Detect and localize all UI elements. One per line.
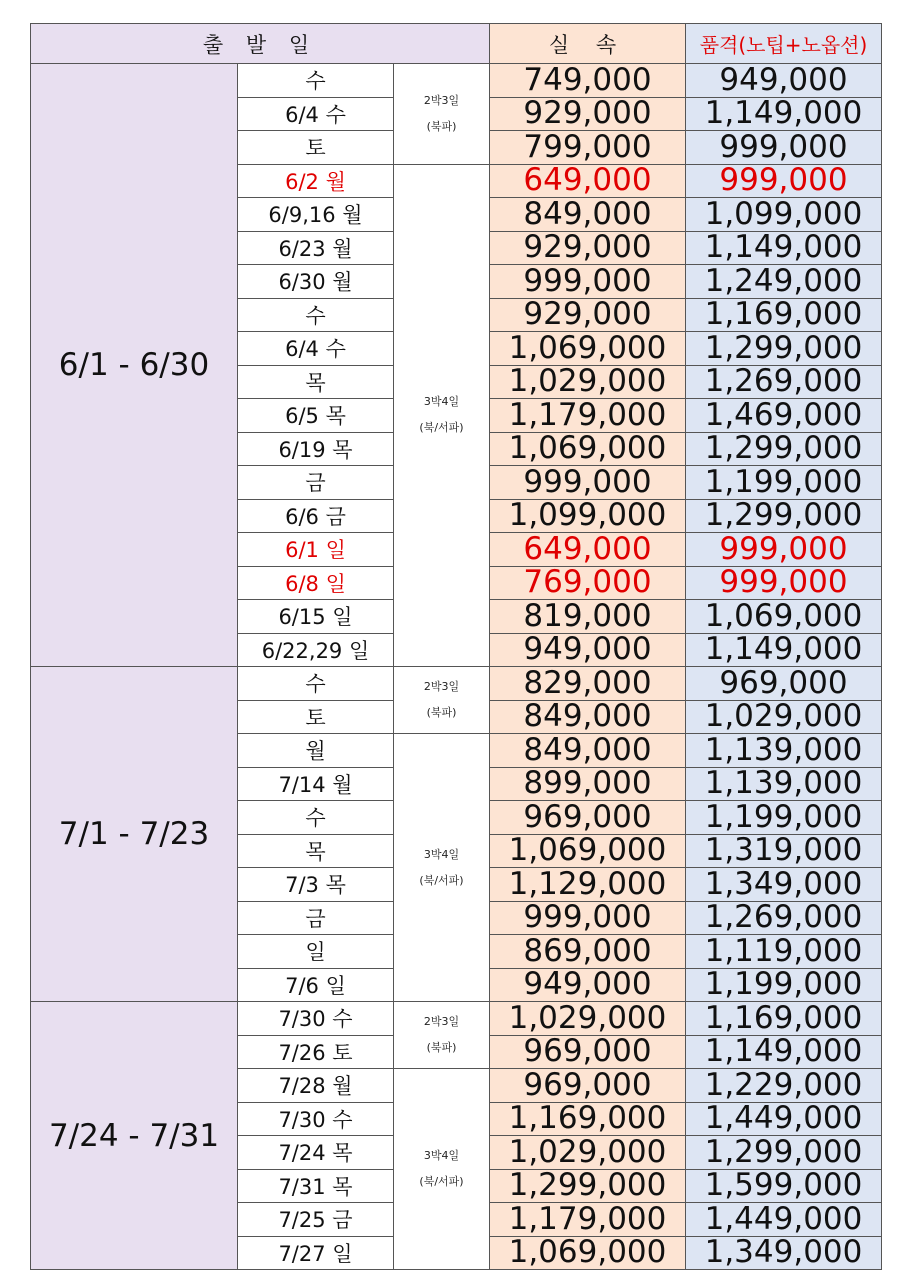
departure-date-cell: 7/6 일 (238, 968, 394, 1002)
departure-date-cell: 7/30 수 (238, 1102, 394, 1136)
departure-date-cell: 6/9,16 월 (238, 198, 394, 232)
departure-date-cell: 월 (238, 734, 394, 768)
departure-date-cell: 금 (238, 466, 394, 500)
trip-nights: 3박4일 (423, 847, 460, 861)
actual-price-cell: 969,000 (490, 1035, 686, 1069)
departure-date-cell: 7/25 금 (238, 1203, 394, 1237)
premium-price-cell: 1,269,000 (686, 901, 882, 935)
departure-date-cell: 6/2 월 (238, 164, 394, 198)
departure-date-cell: 6/1 일 (238, 533, 394, 567)
trip-route: (북/서파) (419, 873, 464, 887)
departure-date-cell: 6/23 월 (238, 231, 394, 265)
departure-date-cell: 목 (238, 365, 394, 399)
premium-price-cell: 1,199,000 (686, 466, 882, 500)
actual-price-cell: 1,029,000 (490, 1136, 686, 1170)
departure-date-cell: 금 (238, 901, 394, 935)
actual-price-cell: 969,000 (490, 1069, 686, 1103)
trip-nights: 3박4일 (423, 1149, 460, 1162)
actual-price-cell: 929,000 (490, 97, 686, 131)
premium-price-cell: 1,299,000 (686, 432, 882, 466)
header-row (31, 24, 882, 64)
period-cell: 6/1 - 6/30 (31, 64, 238, 667)
actual-price-cell: 1,069,000 (490, 834, 686, 868)
premium-price-cell: 1,149,000 (686, 633, 882, 667)
departure-date-cell: 7/26 토 (238, 1035, 394, 1069)
departure-date-cell: 7/14 월 (238, 767, 394, 801)
trip-route: (북파) (426, 1041, 457, 1054)
departure-date-cell: 7/28 월 (238, 1069, 394, 1103)
premium-price-cell: 1,449,000 (686, 1203, 882, 1237)
actual-price-cell: 749,000 (490, 64, 686, 98)
departure-date-cell: 수 (238, 64, 394, 98)
departure-date-cell: 6/4 수 (238, 97, 394, 131)
trip-route: (북파) (426, 706, 457, 719)
departure-date-cell: 6/19 목 (238, 432, 394, 466)
departure-date-cell: 6/4 수 (238, 332, 394, 366)
departure-date-cell: 목 (238, 834, 394, 868)
departure-date-cell: 7/27 일 (238, 1236, 394, 1270)
actual-price-cell: 999,000 (490, 901, 686, 935)
trip-length-cell (394, 1002, 490, 1069)
header-departure: 출 발 일 (31, 24, 490, 64)
departure-date-cell: 수 (238, 667, 394, 701)
table-row (31, 667, 882, 701)
period-cell: 7/24 - 7/31 (31, 1002, 238, 1270)
premium-price-cell: 1,299,000 (686, 1136, 882, 1170)
actual-price-cell: 1,169,000 (490, 1102, 686, 1136)
premium-price-cell: 1,319,000 (686, 834, 882, 868)
actual-price-cell: 1,069,000 (490, 432, 686, 466)
trip-route: (북파) (426, 119, 457, 133)
departure-date-cell: 수 (238, 801, 394, 835)
premium-price-cell: 1,069,000 (686, 600, 882, 634)
premium-price-cell: 1,169,000 (686, 1002, 882, 1036)
premium-price-cell: 1,249,000 (686, 265, 882, 299)
premium-price-cell: 1,299,000 (686, 499, 882, 533)
actual-price-cell: 1,029,000 (490, 1002, 686, 1036)
actual-price-cell: 1,069,000 (490, 332, 686, 366)
trip-nights: 2박3일 (423, 680, 460, 693)
premium-price-cell: 1,149,000 (686, 231, 882, 265)
trip-length-cell (394, 1069, 490, 1270)
premium-price-cell: 1,149,000 (686, 97, 882, 131)
premium-price-cell: 1,349,000 (686, 868, 882, 902)
actual-price-cell: 649,000 (490, 533, 686, 567)
premium-price-cell: 999,000 (686, 566, 882, 600)
actual-price-cell: 929,000 (490, 231, 686, 265)
table-row (31, 64, 882, 98)
departure-date-cell: 7/31 목 (238, 1169, 394, 1203)
actual-price-cell: 849,000 (490, 700, 686, 734)
trip-nights: 2박3일 (423, 93, 460, 107)
period-cell: 7/1 - 7/23 (31, 667, 238, 1002)
premium-price-cell: 969,000 (686, 667, 882, 701)
actual-price-cell: 1,299,000 (490, 1169, 686, 1203)
departure-date-cell: 6/5 목 (238, 399, 394, 433)
actual-price-cell: 799,000 (490, 131, 686, 165)
trip-route: (북/서파) (419, 1175, 464, 1188)
price-table-body (31, 64, 882, 1270)
premium-price-cell: 1,449,000 (686, 1102, 882, 1136)
trip-route: (북/서파) (419, 421, 464, 435)
premium-price-cell: 1,299,000 (686, 332, 882, 366)
actual-price-cell: 849,000 (490, 734, 686, 768)
premium-price-cell: 1,119,000 (686, 935, 882, 969)
actual-price-cell: 999,000 (490, 466, 686, 500)
actual-price-cell: 949,000 (490, 968, 686, 1002)
premium-price-cell: 999,000 (686, 533, 882, 567)
actual-price-cell: 1,179,000 (490, 399, 686, 433)
actual-price-cell: 999,000 (490, 265, 686, 299)
departure-date-cell: 6/22,29 일 (238, 633, 394, 667)
actual-price-cell: 849,000 (490, 198, 686, 232)
premium-price-cell: 1,229,000 (686, 1069, 882, 1103)
premium-price-cell: 1,349,000 (686, 1236, 882, 1270)
table-row (31, 1002, 882, 1036)
actual-price-cell: 769,000 (490, 566, 686, 600)
actual-price-cell: 929,000 (490, 298, 686, 332)
premium-price-cell: 1,269,000 (686, 365, 882, 399)
premium-price-cell: 1,169,000 (686, 298, 882, 332)
premium-price-cell: 999,000 (686, 131, 882, 165)
departure-date-cell: 6/15 일 (238, 600, 394, 634)
departure-date-cell: 7/24 목 (238, 1136, 394, 1170)
trip-length-cell (394, 734, 490, 1002)
header-actual: 실 속 (490, 24, 686, 64)
header-premium: 품격(노팁+노옵션) (686, 24, 882, 64)
actual-price-cell: 819,000 (490, 600, 686, 634)
departure-date-cell: 6/6 금 (238, 499, 394, 533)
premium-price-cell: 1,469,000 (686, 399, 882, 433)
actual-price-cell: 1,069,000 (490, 1236, 686, 1270)
departure-date-cell: 토 (238, 700, 394, 734)
actual-price-cell: 869,000 (490, 935, 686, 969)
actual-price-cell: 1,129,000 (490, 868, 686, 902)
departure-date-cell: 7/3 목 (238, 868, 394, 902)
departure-date-cell: 수 (238, 298, 394, 332)
premium-price-cell: 1,099,000 (686, 198, 882, 232)
premium-price-cell: 1,139,000 (686, 767, 882, 801)
departure-date-cell: 6/8 일 (238, 566, 394, 600)
departure-date-cell: 7/30 수 (238, 1002, 394, 1036)
premium-price-cell: 999,000 (686, 164, 882, 198)
actual-price-cell: 1,099,000 (490, 499, 686, 533)
premium-price-cell: 1,139,000 (686, 734, 882, 768)
premium-price-cell: 1,199,000 (686, 968, 882, 1002)
actual-price-cell: 899,000 (490, 767, 686, 801)
premium-price-cell: 1,149,000 (686, 1035, 882, 1069)
actual-price-cell: 1,179,000 (490, 1203, 686, 1237)
actual-price-cell: 969,000 (490, 801, 686, 835)
departure-date-cell: 6/30 월 (238, 265, 394, 299)
departure-date-cell: 일 (238, 935, 394, 969)
trip-length-cell (394, 164, 490, 667)
trip-length-cell (394, 64, 490, 165)
price-table (30, 23, 882, 1270)
premium-price-cell: 1,029,000 (686, 700, 882, 734)
premium-price-cell: 949,000 (686, 64, 882, 98)
actual-price-cell: 949,000 (490, 633, 686, 667)
premium-price-cell: 1,199,000 (686, 801, 882, 835)
actual-price-cell: 829,000 (490, 667, 686, 701)
actual-price-cell: 1,029,000 (490, 365, 686, 399)
actual-price-cell: 649,000 (490, 164, 686, 198)
trip-nights: 2박3일 (423, 1015, 460, 1028)
trip-length-cell (394, 667, 490, 734)
departure-date-cell: 토 (238, 131, 394, 165)
trip-nights: 3박4일 (423, 395, 460, 409)
premium-price-cell: 1,599,000 (686, 1169, 882, 1203)
